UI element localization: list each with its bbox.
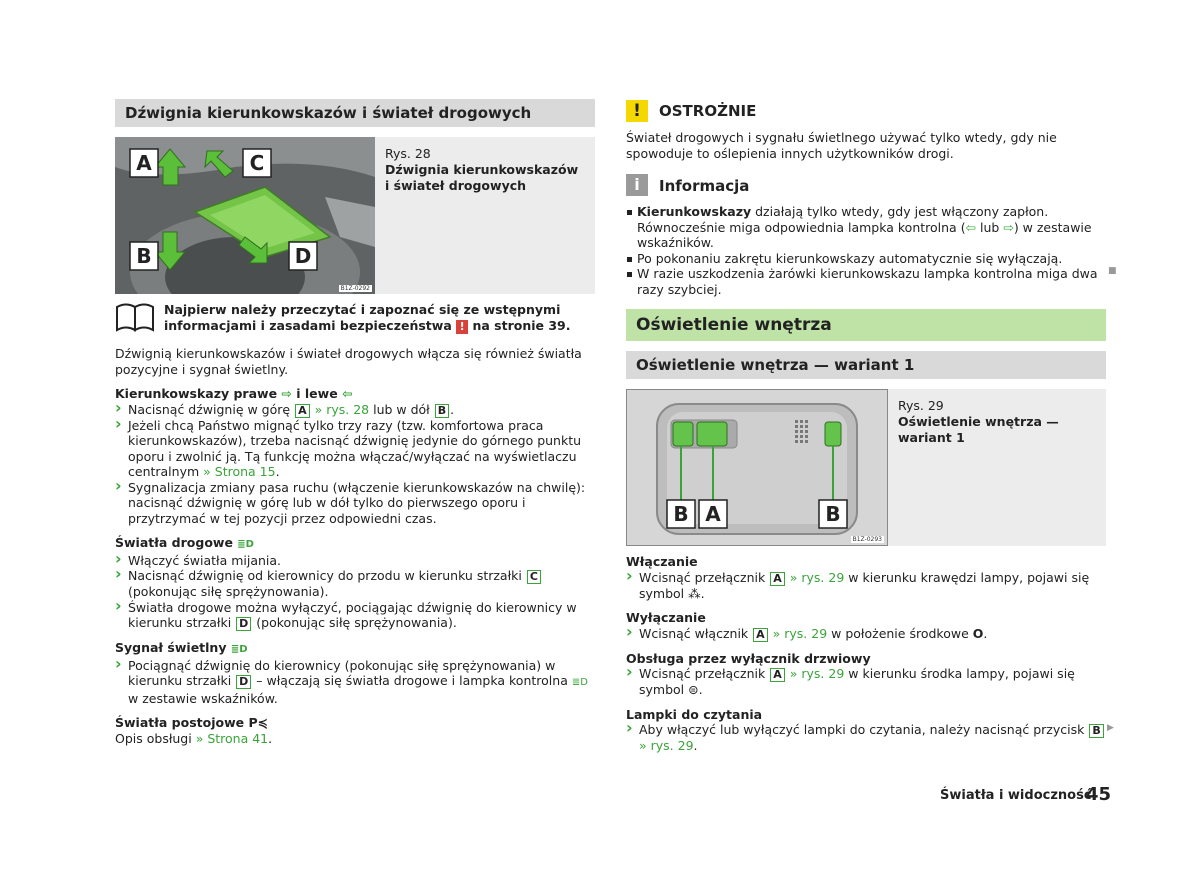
- key-a: A: [770, 668, 785, 682]
- figure-label-a: A: [136, 151, 152, 175]
- parking-text: Opis obsługi » Strona 41.: [115, 730, 273, 746]
- caution-title: OSTROŻNIE: [659, 102, 757, 120]
- info-item-1: Kierunkowskazy działają tylko wtedy, gdy jest włączony zapłon. Równocześnie miga odpowiednia lampka kontrolna (⇦ lub ⇨) w zestawie wskaźników.: [626, 204, 1104, 251]
- subsection-title-interior: Oświetlenie wnętrza — wariant 1: [626, 351, 1106, 379]
- ref-link[interactable]: » rys. 29: [639, 738, 694, 753]
- figure-code: B1Z-0293: [852, 536, 882, 543]
- door-heading: Obsługa przez wyłącznik drzwiowy: [626, 650, 871, 666]
- key-b: B: [435, 404, 449, 418]
- key-a: A: [770, 572, 785, 586]
- intro-note-text: Najpierw należy przeczytać i zapoznać się ze wstępnymi informacjami i zasadami bezpieczeństwa: [164, 302, 561, 333]
- warning-mark: !: [456, 320, 468, 334]
- parking-heading: Światła postojowe P≼: [115, 715, 269, 730]
- left-body: [115, 346, 595, 746]
- on-heading: Włączanie: [626, 554, 698, 569]
- lamp-label-a: A: [705, 502, 721, 526]
- flash-bullet-1: › Pociągnąć dźwignię do kierownicy (pokonując siłę sprężynowania) w kierunku strzałki D – włączają się światła drogowe i lampka kontrolna ≣D w zestawie wskaźników.: [115, 658, 595, 707]
- caution-text: Świateł drogowych i sygnału świetlnego używać tylko wtedy, gdy nie spowoduje to oślepienia innych użytkowników drogi.: [626, 130, 1057, 161]
- ref-link[interactable]: » rys. 29: [789, 569, 845, 585]
- high-beam-icon: ≣D: [230, 644, 248, 655]
- caution-icon: !: [626, 100, 648, 122]
- key-d: D: [236, 617, 251, 631]
- right-body: [626, 554, 1108, 754]
- turn-bullet-2: › Jeżeli chcą Państwo mignąć tylko trzy razy (tzw. komfortowa praca kierunkowskazów), trzeba nacisnąć dźwignię jedynie do górnego punktu oporu i zwolnić ją. Tą funkcję można włączać/wyłączać na wyświetlaczu centralnym » Strona 15.: [115, 418, 595, 480]
- parking-light-icon: P≼: [248, 715, 269, 730]
- ref-link[interactable]: » Strona 41: [195, 730, 269, 746]
- section-title-turn-signals: Dźwignia kierunkowskazów i świateł drogowych: [115, 99, 595, 127]
- key-a: A: [753, 628, 768, 642]
- lamp-label-b: B: [673, 502, 689, 526]
- lamp-illustration: [627, 390, 887, 545]
- figure-turn-signal-lever: [115, 137, 375, 294]
- arrow-left-icon: ⇦: [342, 386, 353, 401]
- book-icon: [115, 302, 157, 332]
- intro-note: [164, 302, 596, 334]
- info-icon: i: [626, 174, 648, 196]
- figure-label-b: B: [136, 244, 152, 268]
- lamp-on-symbol-icon: ⁂: [688, 585, 701, 601]
- intro-note-page: na stronie 39.: [472, 317, 571, 333]
- arrow-right-icon: ⇨: [281, 386, 292, 401]
- door-bullet: › Wcisnąć przełącznik A » rys. 29 w kierunku środka lampy, pojawi się symbol ⊜.: [626, 666, 1108, 698]
- lamp-label-b: B: [825, 502, 841, 526]
- turn-bullet-3: › Sygnalizacja zmiany pasa ruchu (włączenie kierunkowskazów na chwilę): nacisnąć dźwignię w górę lub w dół tylko do pierwszego oporu i przytrzymać w tej pozycji przez odpowiedni czas.: [115, 480, 595, 527]
- read-bullet: › Aby włączyć lub wyłączyć lampki do czytania, należy nacisnąć przycisk B » rys. 29.: [626, 722, 1108, 754]
- figure-caption-number: Rys. 28: [385, 146, 431, 161]
- figure-caption-panel: [375, 137, 595, 294]
- figure-code: B1Z-0292: [340, 285, 370, 292]
- ref-link[interactable]: » Strona 15: [203, 464, 276, 479]
- section-title-interior: Oświetlenie wnętrza: [626, 309, 1106, 341]
- arrow-right-icon: ⇨: [1003, 219, 1014, 235]
- key-c: C: [527, 570, 541, 584]
- figure-label-d: D: [294, 244, 312, 268]
- info-list: [626, 204, 1104, 297]
- intro-paragraph: Dźwignią kierunkowskazów i świateł drogowych włącza się również światła pozycyjne i sygnał świetlny.: [115, 346, 582, 377]
- turn-bullet-1: › Nacisnąć dźwignię w górę A » rys. 28 lub w dół B .: [115, 402, 595, 418]
- ref-link[interactable]: » rys. 29: [772, 625, 828, 641]
- figure-interior-lamp: [626, 389, 888, 546]
- info-item-3: W razie uszkodzenia żarówki kierunkowskazu lampka kontrolna miga dwa razy szybciej.: [626, 266, 1104, 297]
- high-beam-bullet-1: › Włączyć światła mijania.: [115, 553, 595, 569]
- high-beam-heading: Światła drogowe ≣D: [115, 535, 254, 550]
- lamp-caption-panel: [888, 389, 1106, 546]
- key-a: A: [295, 404, 310, 418]
- continue-arrow-icon: ▶: [1107, 723, 1114, 733]
- info-item-2: Po pokonaniu zakrętu kierunkowskazy automatycznie się wyłączają.: [626, 251, 1104, 267]
- arrow-left-icon: ⇦: [965, 219, 977, 235]
- high-beam-icon: ≣D: [571, 677, 588, 688]
- page-number: 45: [1086, 784, 1112, 805]
- figure-caption-title: Dźwignia kierunkowskazów i świateł drogowych: [385, 162, 579, 193]
- ref-link[interactable]: » rys. 29: [789, 666, 845, 681]
- high-beam-bullet-3: › Światła drogowe można wyłączyć, pociągając dźwignię do kierownicy w kierunku strzałki D (pokonując siłę sprężynowania).: [115, 600, 595, 632]
- door-contact-symbol-icon: ⊜: [688, 682, 699, 697]
- key-b: B: [1089, 724, 1103, 738]
- on-bullet: › Wcisnąć przełącznik A » rys. 29 w kierunku krawędzi lampy, pojawi się symbol ⁂.: [626, 570, 1108, 602]
- end-mark: ■: [1108, 266, 1117, 276]
- info-title: Informacja: [659, 177, 750, 195]
- key-d: D: [236, 675, 251, 689]
- high-beam-icon: ≣D: [237, 539, 254, 550]
- figure-caption-title: Oświetlenie wnętrza — wariant 1: [898, 414, 1059, 445]
- off-heading: Wyłączanie: [626, 610, 706, 625]
- figure-label-c: C: [249, 151, 265, 175]
- chapter-title: Światła i widoczność: [940, 788, 1092, 803]
- read-heading: Lampki do czytania: [626, 706, 763, 722]
- figure-caption-number: Rys. 29: [898, 398, 944, 413]
- ref-link[interactable]: » rys. 28: [314, 401, 370, 417]
- off-bullet: › Wcisnąć włącznik A » rys. 29 w położenie środkowe O.: [626, 626, 1108, 642]
- flash-heading: Sygnał świetlny ≣D: [115, 640, 248, 655]
- turn-signals-heading: Kierunkowskazy prawe ⇨ i lewe ⇦: [115, 386, 353, 401]
- high-beam-bullet-2: › Nacisnąć dźwignię od kierownicy do przodu w kierunku strzałki C (pokonując siłę sprężynowania).: [115, 568, 595, 600]
